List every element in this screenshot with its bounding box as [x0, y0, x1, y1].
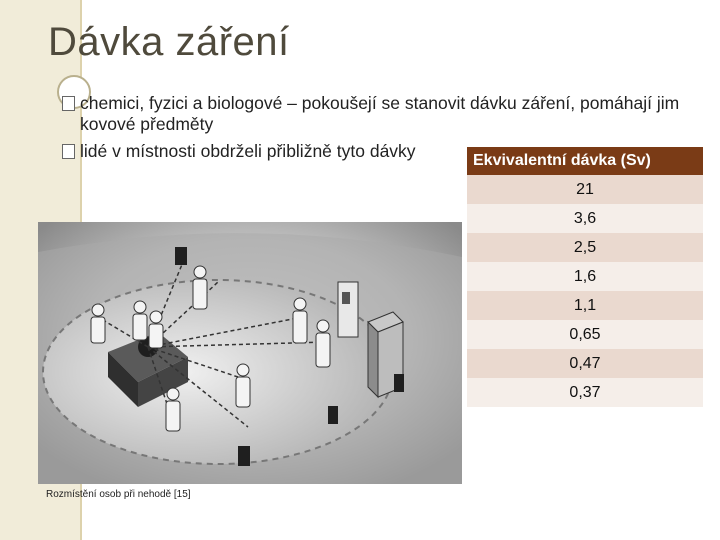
dose-value: 1,6 — [467, 262, 703, 291]
dose-value: 1,1 — [467, 291, 703, 320]
person-figure — [133, 301, 147, 340]
dose-tag — [175, 247, 187, 265]
dose-value: 2,5 — [467, 233, 703, 262]
door — [338, 282, 358, 337]
dose-table — [467, 147, 703, 407]
dose-value: 0,65 — [467, 320, 703, 349]
person-figure — [236, 364, 250, 407]
person-figure — [149, 311, 163, 348]
bullet-text: chemici, fyzici a biologové – pokoušejí se stanovit dávku záření, pomáhají jim kovové předměty — [80, 93, 680, 134]
bullet-text: lidé v místnosti obdrželi přibližně tyto dávky — [80, 141, 416, 161]
dose-tag — [394, 374, 404, 392]
dose-value: 0,37 — [467, 378, 703, 407]
person-figure — [91, 304, 105, 343]
slide-title: Dávka záření — [48, 20, 290, 64]
illustration-caption: Rozmístění osob při nehodě [15] — [46, 489, 191, 500]
checkbox-icon — [62, 144, 75, 159]
accident-illustration — [38, 222, 462, 484]
dose-value: 21 — [467, 175, 703, 204]
person-figure — [293, 298, 307, 343]
person-figure — [193, 266, 207, 309]
bullet-item — [60, 93, 700, 135]
dose-tag — [328, 406, 338, 424]
checkbox-icon — [62, 96, 75, 111]
person-figure — [166, 388, 180, 431]
dose-value: 3,6 — [467, 204, 703, 233]
person-figure — [316, 320, 330, 367]
dose-table-header: Ekvivalentní dávka (Sv) — [467, 147, 703, 175]
dose-value: 0,47 — [467, 349, 703, 378]
dose-tag — [238, 446, 250, 466]
